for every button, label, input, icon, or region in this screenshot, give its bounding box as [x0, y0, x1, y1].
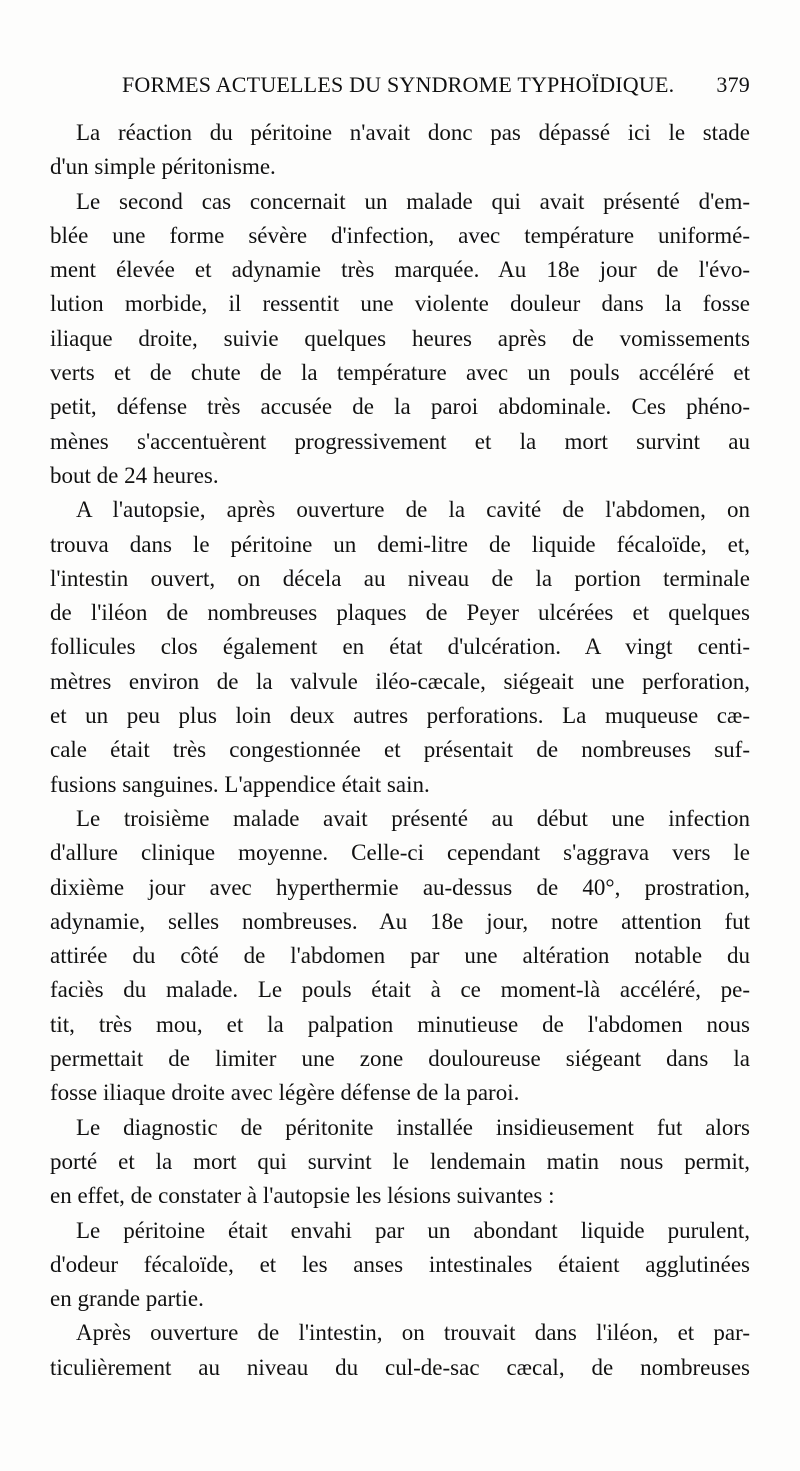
text-line: permettait de limiter une zone douloureuse siégeant dans la — [50, 1046, 750, 1072]
text-line: bout de 24 heures. — [50, 462, 219, 488]
text-line: tit, très mou, et la palpation minutieuse de l'abdomen nous — [50, 1011, 750, 1037]
text-line: iliaque droite, suivie quelques heures après de vomissements — [50, 325, 750, 351]
text-line: adynamie, selles nombreuses. Au 18e jour, notre attention fut — [50, 908, 750, 934]
text-line: follicules clos également en état d'ulcération. A vingt centi- — [50, 634, 750, 660]
running-title: FORMES ACTUELLES DU SYNDROME TYPHOÏDIQUE. — [122, 72, 675, 97]
text-line: Le troisième malade avait présenté au début une infection — [76, 805, 750, 831]
text-line: l'intestin ouvert, on décela au niveau de la portion terminale — [50, 565, 750, 591]
text-body — [50, 116, 750, 1385]
text-line: Le diagnostic de péritonite installée insidieusement fut alors — [76, 1114, 750, 1140]
text-line: en effet, de constater à l'autopsie les lésions suivantes : — [50, 1183, 555, 1209]
text-line: mènes s'accentuèrent progressivement et la mort survint au — [50, 428, 750, 454]
text-line: Le second cas concernait un malade qui avait présenté d'em- — [76, 188, 750, 214]
text-line: d'un simple péritonisme. — [50, 154, 276, 180]
text-line: ticulièrement au niveau du cul-de-sac cæcal, de nombreuses — [50, 1354, 750, 1380]
text-line: mètres environ de la valvule iléo-cæcale, siégeait une perforation, — [50, 668, 750, 694]
text-line: et un peu plus loin deux autres perforations. La muqueuse cæ- — [50, 703, 750, 729]
text-line: en grande partie. — [50, 1286, 204, 1312]
text-line: d'allure clinique moyenne. Celle-ci cependant s'aggrava vers le — [50, 840, 750, 866]
text-line: La réaction du péritoine n'avait donc pas dépassé ici le stade — [76, 120, 750, 145]
text-line: ment élevée et adynamie très marquée. Au 18e jour de l'évo- — [50, 257, 750, 283]
page-number: 379 — [716, 72, 750, 97]
text-line: faciès du malade. Le pouls était à ce moment-là accéléré, pe- — [50, 977, 750, 1003]
text-line: cale était très congestionnée et présentait de nombreuses suf- — [50, 737, 750, 763]
text-line: dixième jour avec hyperthermie au-dessus de 40°, prostration, — [50, 874, 750, 900]
text-line: porté et la mort qui survint le lendemain matin nous permit, — [50, 1148, 750, 1174]
text-line: attirée du côté de l'abdomen par une altération notable du — [50, 943, 750, 969]
text-line: petit, défense très accusée de la paroi abdominale. Ces phéno- — [50, 394, 750, 420]
text-line: de l'iléon de nombreuses plaques de Peyer ulcérées et quelques — [50, 600, 750, 626]
text-line: A l'autopsie, après ouverture de la cavité de l'abdomen, on — [76, 497, 750, 523]
running-head — [50, 72, 750, 106]
text-line: verts et de chute de la température avec un pouls accéléré et — [50, 360, 750, 386]
text-line: fosse iliaque droite avec légère défense de la paroi. — [50, 1080, 520, 1106]
text-line: fusions sanguines. L'appendice était sain. — [50, 771, 430, 797]
text-line: Après ouverture de l'intestin, on trouvait dans l'iléon, et par- — [76, 1320, 750, 1346]
text-line: trouva dans le péritoine un demi-litre de liquide fécaloïde, et, — [50, 531, 750, 557]
text-line: lution morbide, il ressentit une violente douleur dans la fosse — [50, 291, 750, 317]
text-line: d'odeur fécaloïde, et les anses intestinales étaient agglutinées — [50, 1251, 750, 1277]
text-line: Le péritoine était envahi par un abondant liquide purulent, — [76, 1217, 750, 1243]
text-line: blée une forme sévère d'infection, avec température uniformé- — [50, 222, 750, 248]
